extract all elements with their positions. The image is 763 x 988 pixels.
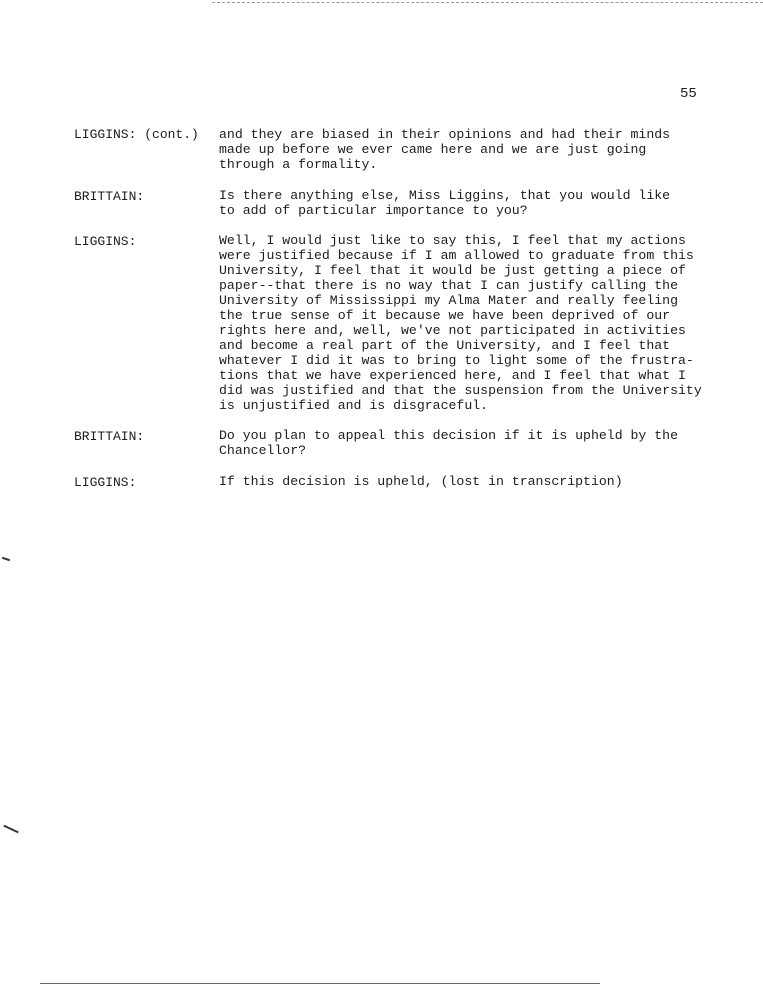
speech-line: University of Mississippi my Alma Mater and really feeling — [219, 293, 678, 308]
bottom-edge-rule — [40, 983, 600, 984]
speech-line: If this decision is upheld, (lost in transcription) — [219, 474, 623, 489]
margin-scan-mark — [3, 825, 18, 834]
page-number: 55 — [680, 86, 697, 102]
speech-line: were justified because if I am allowed to graduate from this — [219, 248, 694, 263]
speech-line: the true sense of it because we have been deprived of our — [219, 308, 671, 323]
speaker-label: LIGGINS: — [74, 475, 137, 490]
speech-line: rights here and, well, we've not participated in activities — [219, 323, 686, 338]
speech-line: did was justified and that the suspension from the University — [219, 383, 702, 398]
speech-line: whatever I did it was to bring to light some of the frustra- — [219, 353, 694, 368]
speaker-label: LIGGINS: — [74, 234, 137, 249]
speaker-label: LIGGINS: (cont.) — [74, 127, 199, 142]
speech-block — [219, 127, 699, 172]
margin-scan-mark — [2, 557, 10, 562]
speech-block — [219, 233, 702, 413]
speech-line: University, I feel that it would be just getting a piece of — [219, 263, 686, 278]
top-edge-dashes — [212, 2, 763, 3]
speech-line: Is there anything else, Miss Liggins, that you would like — [219, 188, 671, 203]
speaker-label: BRITTAIN: — [74, 429, 145, 444]
speech-line: through a formality. — [219, 157, 378, 172]
speech-line: Chancellor? — [219, 443, 307, 458]
speech-line: is unjustified and is disgraceful. — [219, 398, 489, 413]
speech-line: made up before we ever came here and we are just going — [219, 142, 647, 157]
speech-block — [219, 474, 699, 489]
speech-line: and become a real part of the University, and I feel that — [219, 338, 671, 353]
speech-line: and they are biased in their opinions and had their minds — [219, 127, 671, 142]
speech-line: Do you plan to appeal this decision if it is upheld by the — [219, 428, 678, 443]
speech-line: tions that we have experienced here, and I feel that what I — [219, 368, 686, 383]
speech-block — [219, 428, 699, 458]
speech-line: Well, I would just like to say this, I feel that my actions — [219, 233, 686, 248]
speaker-label: BRITTAIN: — [74, 189, 145, 204]
speech-block — [219, 188, 699, 218]
speech-line: paper--that there is no way that I can justify calling the — [219, 278, 678, 293]
speech-line: to add of particular importance to you? — [219, 203, 528, 218]
